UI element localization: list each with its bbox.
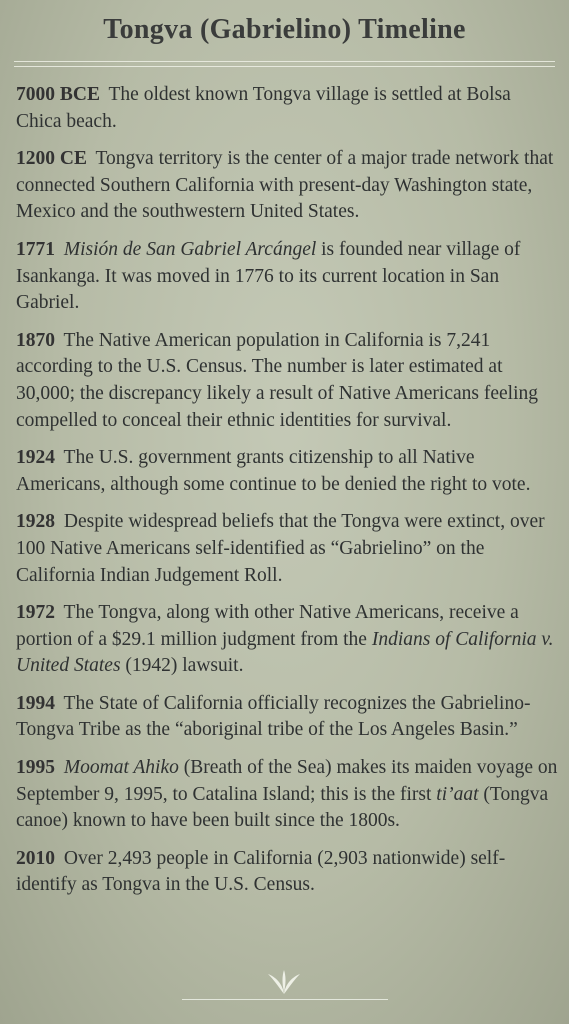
entry-text: (Breath of the Sea) makes its maiden voyage on September 9, 1995, to Catalina Island; this is the first <box>16 757 558 805</box>
entry-year: 7000 BCE <box>16 84 100 105</box>
entry-text: Tongva territory is the center of a major trade network that connected Southern California with present-day Washington state, Mexico and the southwestern United States. <box>16 148 554 223</box>
timeline-entry-1200ce <box>16 146 561 226</box>
entry-text: The State of California officially recognizes the Gabrielino-Tongva Tribe as the “aboriginal tribe of the Los Angeles Basin.” <box>16 692 531 741</box>
timeline-entry-1972 <box>16 600 561 680</box>
entry-text: The oldest known Tongva village is settled at Bolsa Chica beach. <box>16 84 511 132</box>
timeline-entry-1771 <box>16 237 561 317</box>
timeline-entry-1870 <box>16 328 561 434</box>
leaf-ornament-icon <box>264 968 304 996</box>
timeline-entry-7000bce <box>16 82 561 135</box>
title-divider <box>14 61 555 67</box>
entry-text: The Native American population in California is 7,241 according to the U.S. Census. The number is later estimated at 30,000; the discrepancy likely a result of Native Americans feeling compelled to conceal their ethnic identities for survival. <box>16 329 538 431</box>
entry-text: is founded near village of Isankanga. It was moved in 1776 to its current location in San Gabriel. <box>16 238 521 314</box>
entry-italic-title: Misión de San Gabriel Arcángel <box>63 238 317 260</box>
entry-year: 1928 <box>16 511 55 533</box>
timeline-entry-1924 <box>16 445 561 498</box>
entry-italic-case: Indians of California v. United States <box>16 628 554 677</box>
timeline-list <box>16 82 561 910</box>
entry-italic-canoe-name: Moomat Ahiko <box>63 757 179 779</box>
bottom-divider <box>182 999 388 1000</box>
entry-year: 1994 <box>16 692 55 714</box>
entry-year: 2010 <box>16 847 55 869</box>
entry-text: The Tongva, along with other Native Americans, receive a portion of a $29.1 million judgment from the <box>16 602 519 650</box>
entry-text-after: (1942) lawsuit. <box>125 655 244 677</box>
timeline-entry-1995 <box>16 755 561 835</box>
entry-text: The U.S. government grants citizenship to all Native Americans, although some continue to be denied the right to vote. <box>16 447 531 495</box>
entry-text: Over 2,493 people in California (2,903 nationwide) self-identify as Tongva in the U.S. Census. <box>16 847 506 896</box>
entry-year: 1870 <box>16 329 55 351</box>
timeline-entry-2010 <box>16 846 561 899</box>
page-title: Tongva (Gabrielino) Timeline <box>103 14 466 45</box>
entry-year: 1200 CE <box>16 148 87 170</box>
entry-italic-term: ti’aat <box>436 783 479 805</box>
entry-text: Despite widespread beliefs that the Tongva were extinct, over 100 Native Americans self-identified as “Gabrielino” on the California Indian Judgement Roll. <box>16 511 545 586</box>
timeline-entry-1994 <box>16 691 561 744</box>
entry-year: 1972 <box>16 602 55 624</box>
timeline-entry-1928 <box>16 509 561 589</box>
entry-year: 1995 <box>16 757 55 779</box>
entry-year: 1771 <box>16 238 55 260</box>
entry-year: 1924 <box>16 447 55 469</box>
entry-text-after: (Tongva canoe) known to have been built since the 1800s. <box>16 783 549 832</box>
